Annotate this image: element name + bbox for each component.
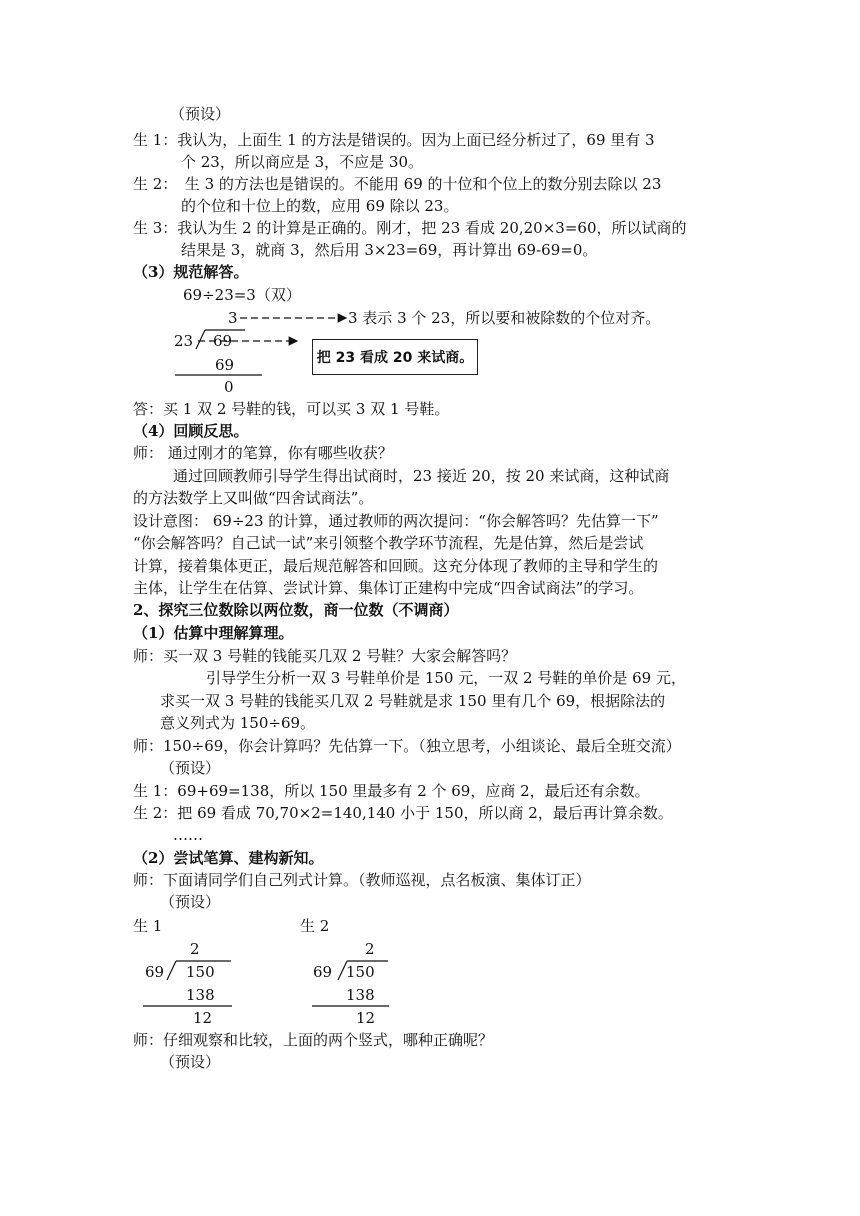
reflection-line-cont: 的方法数学上又叫做“四舍试商法”。 xyxy=(133,489,374,507)
teacher-question-4: 师：仔细观察和比较，上面的两个竖式，哪种正确呢？ xyxy=(133,1031,494,1049)
remainder-2: 12 xyxy=(356,1009,376,1027)
student3-line: 生 3：我认为生 2 的计算是正确的。刚才，把 23 看成 20,20×3=60，所以试商的 xyxy=(133,219,687,237)
guide-line1: 引导学生分析一双 3 号鞋单价是 150 元，一双 2 号鞋的单价是 69 元， xyxy=(206,669,686,687)
dividend-1: 150 xyxy=(186,963,215,981)
divisor-2: 69 xyxy=(313,963,333,981)
design-intent-line4: 主体，让学生在估算、尝试计算、集体订正建构中完成“四舍试商法”的学习。 xyxy=(133,579,644,597)
section-2-heading: 2、探究三位数除以两位数，商一位数（不调商） xyxy=(133,601,459,619)
student2-label: 生 2 xyxy=(300,917,330,935)
student1-answer: 生 1：69+69=138，所以 150 里最多有 2 个 69，应商 2，最后还有余数。 xyxy=(133,782,650,800)
partial-product: 69 xyxy=(215,356,235,374)
division-equation: 69÷23=3（双） xyxy=(183,286,301,304)
design-intent-line2: “你会解答吗？自己试一试”来引领整个教学环节流程，先是估算，然后是尝试 xyxy=(133,534,644,552)
ellipsis: …… xyxy=(173,826,203,844)
division-bracket-1 xyxy=(167,961,176,980)
quotient: 3 xyxy=(228,309,238,327)
design-intent-line1: 设计意图： 69÷23 的计算，通过教师的两次提问：“你会解答吗？先估算一下” xyxy=(133,512,659,530)
section-heading-4: （4）回顾反思。 xyxy=(133,422,249,440)
teacher-question-3: 师：150÷69，你会计算吗？先估算一下。（独立思考，小组谈论、最后全班交流） xyxy=(133,737,681,755)
division-bracket xyxy=(196,330,205,349)
partial-product-2: 138 xyxy=(346,986,375,1004)
guide-line2: 求买一双 3 号鞋的钱能买几双 2 号鞋就是求 150 里有几个 69，根据除法的 xyxy=(160,692,666,710)
preset-label-3: （预设） xyxy=(160,893,221,911)
section-heading-1: （1）估算中理解算理。 xyxy=(133,624,294,642)
partial-product-1: 138 xyxy=(186,986,215,1004)
student3-line-cont: 结果是 3，就商 3，然后用 3×23=69，再计算出 69-69=0。 xyxy=(181,241,598,259)
answer-line: 答：买 1 双 2 号鞋的钱，可以买 3 双 1 号鞋。 xyxy=(133,400,450,418)
dividend-2: 150 xyxy=(346,963,375,981)
divisor-1: 69 xyxy=(145,963,165,981)
remainder: 0 xyxy=(224,378,234,396)
teacher-question: 师： 通过刚才的笔算，你有哪些收获？ xyxy=(133,444,393,462)
divisor: 23 xyxy=(174,332,194,350)
reflection-line: 通过回顾教师引导学生得出试商时，23 接近 20，按 20 来试商，这种试商 xyxy=(173,467,670,485)
teacher-instruction: 师：下面请同学们自己列式计算。（教师巡视，点名板演、集体订正） xyxy=(133,871,591,889)
student2-answer: 生 2：把 69 看成 70,70×2=140,140 小于 150，所以商 2，最后再计算余数。 xyxy=(133,804,673,822)
preset-label: （预设） xyxy=(170,105,231,123)
quotient-2: 2 xyxy=(365,940,375,958)
annotation-box: 把 23 看成 20 来试商。 xyxy=(312,339,478,375)
guide-line3: 意义列式为 150÷69。 xyxy=(160,714,316,732)
remainder-1: 12 xyxy=(193,1009,213,1027)
student1-label: 生 1 xyxy=(133,917,163,935)
quotient-1: 2 xyxy=(190,940,200,958)
preset-label-4: （预设） xyxy=(160,1053,221,1071)
student2-line-cont: 的个位和十位上的数，应用 69 除以 23。 xyxy=(181,197,459,215)
preset-label-2: （预设） xyxy=(160,759,221,777)
student1-line-cont: 个 23，所以商应是 3，不应是 30。 xyxy=(181,153,424,171)
student1-line: 生 1：我认为，上面生 1 的方法是错误的。因为上面已经分析过了，69 里有 3 xyxy=(133,131,655,149)
dividend: 69 xyxy=(213,332,233,350)
teacher-question-2: 师：买一双 3 号鞋的钱能买几双 2 号鞋？大家会解答吗？ xyxy=(133,647,517,665)
design-intent-line3: 计算，接着集体更正，最后规范解答和回顾。这充分体现了教师的主导和学生的 xyxy=(133,557,659,575)
section-heading-3: （3）规范解答。 xyxy=(133,263,249,281)
annotation-note: 3 表示 3 个 23，所以要和被除数的个位对齐。 xyxy=(348,309,661,327)
section-heading-2: （2）尝试笔算、建构新知。 xyxy=(133,849,324,867)
student2-line: 生 2： 生 3 的方法也是错误的。不能用 69 的十位和个位上的数分别去除以 23 xyxy=(133,175,662,193)
